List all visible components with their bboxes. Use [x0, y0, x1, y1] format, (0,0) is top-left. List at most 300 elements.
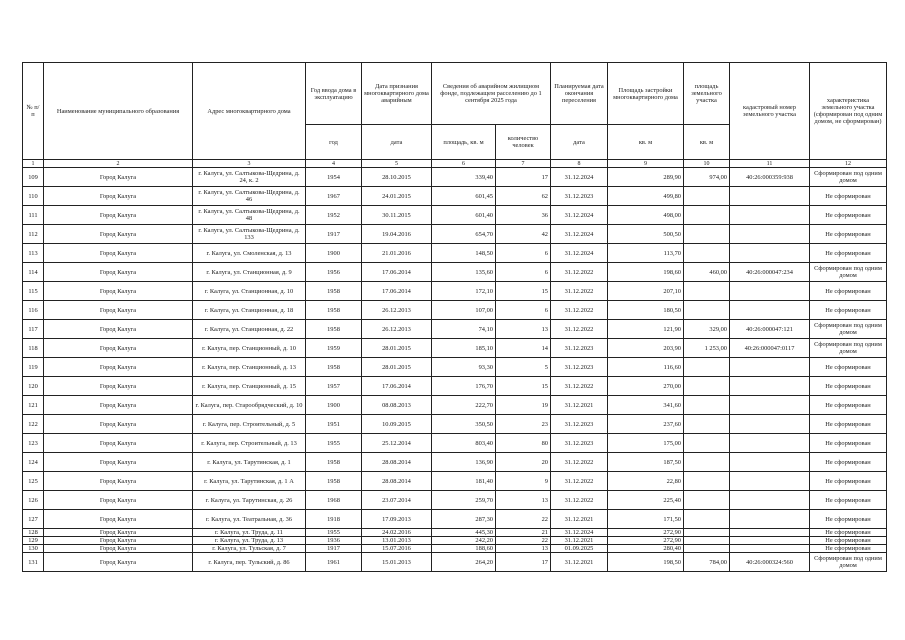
- building-area: 500,50: [608, 225, 684, 244]
- planned-date: 31.12.2023: [551, 358, 608, 377]
- cadastral-number: [730, 358, 810, 377]
- table-row: [23, 263, 887, 282]
- emergency-date: 28.08.2014: [362, 453, 432, 472]
- building-area: 203,90: [608, 339, 684, 358]
- land-characteristic: Сформирован под одним домом: [810, 320, 887, 339]
- municipality: Город Калуга: [44, 434, 193, 453]
- land-characteristic: Не сформирован: [810, 206, 887, 225]
- cadastral-number: 40:26:000359:938: [730, 168, 810, 187]
- land-characteristic: Не сформирован: [810, 545, 887, 553]
- land-area: [684, 206, 730, 225]
- cadastral-number: [730, 244, 810, 263]
- row-number: 125: [23, 472, 44, 491]
- cadastral-number: [730, 537, 810, 545]
- land-area: [684, 244, 730, 263]
- land-area: [684, 396, 730, 415]
- column-number: 12: [810, 160, 887, 168]
- header-year: Год ввода дома в эксплуатацию: [306, 63, 362, 125]
- build-year: 1958: [306, 472, 362, 491]
- build-year: 1917: [306, 545, 362, 553]
- table-row: [23, 206, 887, 225]
- table-row: [23, 358, 887, 377]
- building-area: 225,40: [608, 491, 684, 510]
- cadastral-number: [730, 301, 810, 320]
- area: 74,10: [432, 320, 496, 339]
- people-count: 9: [496, 472, 551, 491]
- emergency-date: 21.01.2016: [362, 244, 432, 263]
- building-area: 116,60: [608, 358, 684, 377]
- people-count: 15: [496, 282, 551, 301]
- row-number: 112: [23, 225, 44, 244]
- row-number: 116: [23, 301, 44, 320]
- land-area: [684, 282, 730, 301]
- land-area: [684, 415, 730, 434]
- area: 222,70: [432, 396, 496, 415]
- municipality: Город Калуга: [44, 491, 193, 510]
- table-row: [23, 396, 887, 415]
- planned-date: 31.12.2024: [551, 168, 608, 187]
- land-characteristic: Не сформирован: [810, 282, 887, 301]
- emergency-date: 26.12.2013: [362, 301, 432, 320]
- address: г. Калуга, пер. Станционный, д. 13: [193, 358, 306, 377]
- area: 176,70: [432, 377, 496, 396]
- cadastral-number: [730, 510, 810, 529]
- header-municipality: Наименование муниципального образования: [44, 63, 193, 160]
- planned-date: 31.12.2022: [551, 472, 608, 491]
- emergency-date: 23.07.2014: [362, 491, 432, 510]
- building-area: 180,50: [608, 301, 684, 320]
- municipality: Город Калуга: [44, 187, 193, 206]
- row-number: 110: [23, 187, 44, 206]
- municipality: Город Калуга: [44, 206, 193, 225]
- building-area: 175,00: [608, 434, 684, 453]
- column-number-row: [23, 160, 887, 168]
- address: г. Калуга, пер. Станционный, д. 15: [193, 377, 306, 396]
- land-characteristic: Не сформирован: [810, 434, 887, 453]
- header-number: № п/п: [23, 63, 44, 160]
- building-area: 207,10: [608, 282, 684, 301]
- people-count: 17: [496, 168, 551, 187]
- address: г. Калуга, пер. Строительный, д. 13: [193, 434, 306, 453]
- emergency-date: 28.01.2015: [362, 358, 432, 377]
- emergency-date: 19.04.2016: [362, 225, 432, 244]
- area: 803,40: [432, 434, 496, 453]
- area: 287,30: [432, 510, 496, 529]
- row-number: 111: [23, 206, 44, 225]
- address: г. Калуга, ул. Станционная, д. 9: [193, 263, 306, 282]
- build-year: 1954: [306, 168, 362, 187]
- table-row: [23, 472, 887, 491]
- building-area: 121,90: [608, 320, 684, 339]
- building-area: 498,00: [608, 206, 684, 225]
- table-row: [23, 282, 887, 301]
- cadastral-number: [730, 415, 810, 434]
- planned-date: 31.12.2023: [551, 339, 608, 358]
- planned-date: 31.12.2021: [551, 537, 608, 545]
- area: 242,20: [432, 537, 496, 545]
- table-row: [23, 225, 887, 244]
- area: 148,50: [432, 244, 496, 263]
- table-row: [23, 415, 887, 434]
- area: 445,30: [432, 529, 496, 537]
- municipality: Город Калуга: [44, 244, 193, 263]
- people-count: 80: [496, 434, 551, 453]
- building-area: 198,50: [608, 553, 684, 572]
- land-area: [684, 358, 730, 377]
- table-row: [23, 510, 887, 529]
- address: г. Калуга, ул. Станционная, д. 22: [193, 320, 306, 339]
- land-area: [684, 225, 730, 244]
- municipality: Город Калуга: [44, 358, 193, 377]
- table-row: [23, 453, 887, 472]
- column-number: 3: [193, 160, 306, 168]
- land-characteristic: Не сформирован: [810, 301, 887, 320]
- planned-date: 31.12.2021: [551, 396, 608, 415]
- people-count: 13: [496, 320, 551, 339]
- row-number: 124: [23, 453, 44, 472]
- table-row: [23, 168, 887, 187]
- emergency-date: 28.10.2015: [362, 168, 432, 187]
- subheader-date: дата: [362, 125, 432, 160]
- row-number: 109: [23, 168, 44, 187]
- address: г. Калуга, ул. Салтыкова-Щедрина, д. 24, к. 2: [193, 168, 306, 187]
- land-characteristic: Не сформирован: [810, 510, 887, 529]
- municipality: Город Калуга: [44, 263, 193, 282]
- land-area: [684, 301, 730, 320]
- header-address: Адрес многоквартирного дома: [193, 63, 306, 160]
- build-year: 1967: [306, 187, 362, 206]
- building-area: 341,60: [608, 396, 684, 415]
- land-area: [684, 472, 730, 491]
- row-number: 121: [23, 396, 44, 415]
- subheader-land-sqm: кв. м: [684, 125, 730, 160]
- people-count: 42: [496, 225, 551, 244]
- column-number: 5: [362, 160, 432, 168]
- build-year: 1956: [306, 263, 362, 282]
- building-area: 113,70: [608, 244, 684, 263]
- row-number: 118: [23, 339, 44, 358]
- cadastral-number: 40:26:000047:234: [730, 263, 810, 282]
- cadastral-number: [730, 545, 810, 553]
- land-area: [684, 434, 730, 453]
- address: г. Калуга, пер. Станционный, д. 10: [193, 339, 306, 358]
- planned-date: 31.12.2024: [551, 244, 608, 263]
- building-area: 499,80: [608, 187, 684, 206]
- build-year: 1918: [306, 510, 362, 529]
- people-count: 5: [496, 358, 551, 377]
- municipality: Город Калуга: [44, 537, 193, 545]
- cadastral-number: [730, 206, 810, 225]
- area: 259,70: [432, 491, 496, 510]
- area: 185,10: [432, 339, 496, 358]
- planned-date: 31.12.2021: [551, 553, 608, 572]
- people-count: 20: [496, 453, 551, 472]
- land-area: 329,00: [684, 320, 730, 339]
- column-number: 7: [496, 160, 551, 168]
- address: г. Калуга, ул. Труда, д. 13: [193, 537, 306, 545]
- emergency-date: 26.12.2013: [362, 320, 432, 339]
- area: 601,40: [432, 206, 496, 225]
- people-count: 22: [496, 537, 551, 545]
- address: г. Калуга, пер. Строительный, д. 5: [193, 415, 306, 434]
- area: 172,10: [432, 282, 496, 301]
- municipality: Город Калуга: [44, 510, 193, 529]
- land-area: [684, 377, 730, 396]
- planned-date: 31.12.2022: [551, 282, 608, 301]
- cadastral-number: [730, 225, 810, 244]
- address: г. Калуга, ул. Станционная, д. 18: [193, 301, 306, 320]
- land-area: [684, 491, 730, 510]
- table-row: [23, 339, 887, 358]
- address: г. Калуга, ул. Салтыкова-Щедрина, д. 133: [193, 225, 306, 244]
- column-number: 1: [23, 160, 44, 168]
- building-area: 289,90: [608, 168, 684, 187]
- building-area: 171,50: [608, 510, 684, 529]
- subheader-year: год: [306, 125, 362, 160]
- building-area: 198,60: [608, 263, 684, 282]
- cadastral-number: [730, 472, 810, 491]
- municipality: Город Калуга: [44, 320, 193, 339]
- cadastral-number: 40:26:000047:0117: [730, 339, 810, 358]
- emergency-date: 17.06.2014: [362, 263, 432, 282]
- planned-date: 31.12.2023: [551, 434, 608, 453]
- column-number: 6: [432, 160, 496, 168]
- land-area: [684, 187, 730, 206]
- building-area: 22,80: [608, 472, 684, 491]
- address: г. Калуга, ул. Труда, д. 11: [193, 529, 306, 537]
- emergency-date: 13.01.2013: [362, 537, 432, 545]
- area: 339,40: [432, 168, 496, 187]
- address: г. Калуга, ул. Театральная, д. 36: [193, 510, 306, 529]
- build-year: 1958: [306, 453, 362, 472]
- build-year: 1959: [306, 339, 362, 358]
- row-number: 119: [23, 358, 44, 377]
- row-number: 122: [23, 415, 44, 434]
- people-count: 6: [496, 244, 551, 263]
- area: 107,00: [432, 301, 496, 320]
- cadastral-number: [730, 396, 810, 415]
- people-count: 13: [496, 545, 551, 553]
- land-characteristic: Не сформирован: [810, 472, 887, 491]
- emergency-date: 25.12.2014: [362, 434, 432, 453]
- land-characteristic: Сформирован под одним домом: [810, 263, 887, 282]
- municipality: Город Калуга: [44, 339, 193, 358]
- planned-date: 31.12.2022: [551, 263, 608, 282]
- address: г. Калуга, пер. Тульский, д. 86: [193, 553, 306, 572]
- land-area: 784,00: [684, 553, 730, 572]
- emergency-date: 17.09.2013: [362, 510, 432, 529]
- build-year: 1900: [306, 396, 362, 415]
- table-row: [23, 301, 887, 320]
- row-number: 131: [23, 553, 44, 572]
- planned-date: 31.12.2022: [551, 320, 608, 339]
- emergency-date: 30.11.2015: [362, 206, 432, 225]
- table-row: [23, 377, 887, 396]
- row-number: 127: [23, 510, 44, 529]
- area: 601,45: [432, 187, 496, 206]
- people-count: 15: [496, 377, 551, 396]
- municipality: Город Калуга: [44, 282, 193, 301]
- build-year: 1958: [306, 358, 362, 377]
- emergency-date: 10.09.2015: [362, 415, 432, 434]
- municipality: Город Калуга: [44, 396, 193, 415]
- header-cadastral-number: кадастровый номер земельного участка: [730, 63, 810, 160]
- row-number: 117: [23, 320, 44, 339]
- address: г. Калуга, ул. Станционная, д. 10: [193, 282, 306, 301]
- address: г. Калуга, ул. Смоленская, д. 13: [193, 244, 306, 263]
- column-number: 8: [551, 160, 608, 168]
- people-count: 6: [496, 263, 551, 282]
- emergency-date: 17.06.2014: [362, 377, 432, 396]
- land-area: [684, 529, 730, 537]
- land-characteristic: Не сформирован: [810, 529, 887, 537]
- table-row: [23, 187, 887, 206]
- row-number: 128: [23, 529, 44, 537]
- area: 264,20: [432, 553, 496, 572]
- emergency-date: 28.08.2014: [362, 472, 432, 491]
- land-characteristic: Не сформирован: [810, 537, 887, 545]
- build-year: 1957: [306, 377, 362, 396]
- table-row: [23, 434, 887, 453]
- build-year: 1951: [306, 415, 362, 434]
- build-year: 1961: [306, 553, 362, 572]
- header-emergency-info: Сведения об аварийном жилищном фонде, подлежащем расселению до 1 сентября 2025 года: [432, 63, 551, 125]
- header-planned-date: Планируемая дата окончания переселения: [551, 63, 608, 125]
- column-number: 9: [608, 160, 684, 168]
- address: г. Калуга, ул. Тарутинская, д. 1: [193, 453, 306, 472]
- area: 135,60: [432, 263, 496, 282]
- build-year: 1958: [306, 320, 362, 339]
- people-count: 17: [496, 553, 551, 572]
- planned-date: 31.12.2021: [551, 510, 608, 529]
- building-area: 187,50: [608, 453, 684, 472]
- building-area: 280,40: [608, 545, 684, 553]
- land-characteristic: Сформирован под одним домом: [810, 553, 887, 572]
- land-characteristic: Не сформирован: [810, 358, 887, 377]
- land-area: [684, 453, 730, 472]
- people-count: 62: [496, 187, 551, 206]
- address: г. Калуга, ул. Тарутинская, д. 26: [193, 491, 306, 510]
- row-number: 120: [23, 377, 44, 396]
- build-year: 1900: [306, 244, 362, 263]
- municipality: Город Калуга: [44, 545, 193, 553]
- table-row: [23, 320, 887, 339]
- subheader-building-sqm: кв. м: [608, 125, 684, 160]
- emergency-date: 08.08.2013: [362, 396, 432, 415]
- people-count: 36: [496, 206, 551, 225]
- building-area: 272,90: [608, 537, 684, 545]
- planned-date: 31.12.2022: [551, 453, 608, 472]
- land-characteristic: Не сформирован: [810, 491, 887, 510]
- people-count: 22: [496, 510, 551, 529]
- municipality: Город Калуга: [44, 225, 193, 244]
- header-land-characteristic: характеристика земельного участка (сформирован под одним домом, не сформирован): [810, 63, 887, 160]
- build-year: 1958: [306, 301, 362, 320]
- land-characteristic: Не сформирован: [810, 453, 887, 472]
- planned-date: 31.12.2022: [551, 301, 608, 320]
- table-row: [23, 545, 887, 553]
- row-number: 126: [23, 491, 44, 510]
- cadastral-number: [730, 491, 810, 510]
- table-row: [23, 529, 887, 537]
- building-area: 237,60: [608, 415, 684, 434]
- column-number: 11: [730, 160, 810, 168]
- row-number: 114: [23, 263, 44, 282]
- municipality: Город Калуга: [44, 472, 193, 491]
- row-number: 123: [23, 434, 44, 453]
- planned-date: 31.12.2024: [551, 225, 608, 244]
- land-characteristic: Не сформирован: [810, 225, 887, 244]
- building-area: 270,00: [608, 377, 684, 396]
- land-characteristic: Не сформирован: [810, 377, 887, 396]
- land-characteristic: Не сформирован: [810, 244, 887, 263]
- area: 136,90: [432, 453, 496, 472]
- land-characteristic: Не сформирован: [810, 187, 887, 206]
- planned-date: 31.12.2023: [551, 187, 608, 206]
- land-area: [684, 510, 730, 529]
- land-area: [684, 545, 730, 553]
- emergency-date: 28.01.2015: [362, 339, 432, 358]
- land-characteristic: Не сформирован: [810, 415, 887, 434]
- cadastral-number: [730, 529, 810, 537]
- address: г. Калуга, ул. Салтыкова-Щедрина, д. 48: [193, 206, 306, 225]
- address: г. Калуга, ул. Салтыкова-Щедрина, д. 46: [193, 187, 306, 206]
- subheader-planned-date: дата: [551, 125, 608, 160]
- subheader-people: количество человек: [496, 125, 551, 160]
- address: г. Калуга, ул. Тульская, д. 7: [193, 545, 306, 553]
- municipality: Город Калуга: [44, 377, 193, 396]
- people-count: 19: [496, 396, 551, 415]
- emergency-date: 15.01.2013: [362, 553, 432, 572]
- land-characteristic: Не сформирован: [810, 396, 887, 415]
- emergency-housing-table: [22, 62, 887, 572]
- cadastral-number: [730, 282, 810, 301]
- column-number: 2: [44, 160, 193, 168]
- table-body: [23, 168, 887, 572]
- area: 188,60: [432, 545, 496, 553]
- planned-date: 31.12.2024: [551, 529, 608, 537]
- people-count: 13: [496, 491, 551, 510]
- municipality: Город Калуга: [44, 529, 193, 537]
- build-year: 1936: [306, 537, 362, 545]
- table-row: [23, 537, 887, 545]
- municipality: Город Калуга: [44, 301, 193, 320]
- header-land-area: площадь земельного участка: [684, 63, 730, 125]
- cadastral-number: 40:26:000324:560: [730, 553, 810, 572]
- build-year: 1958: [306, 282, 362, 301]
- table-row: [23, 491, 887, 510]
- build-year: 1968: [306, 491, 362, 510]
- emergency-date: 17.06.2014: [362, 282, 432, 301]
- emergency-date: 15.07.2016: [362, 545, 432, 553]
- cadastral-number: [730, 453, 810, 472]
- planned-date: 31.12.2024: [551, 206, 608, 225]
- header-emergency-date: Дата признания многоквартирного дома аварийным: [362, 63, 432, 125]
- area: 654,70: [432, 225, 496, 244]
- row-number: 130: [23, 545, 44, 553]
- people-count: 14: [496, 339, 551, 358]
- subheader-area: площадь, кв. м: [432, 125, 496, 160]
- land-area: 460,00: [684, 263, 730, 282]
- header-building-area: Площадь застройки многоквартирного дома: [608, 63, 684, 125]
- land-area: 974,00: [684, 168, 730, 187]
- row-number: 113: [23, 244, 44, 263]
- municipality: Город Калуга: [44, 553, 193, 572]
- planned-date: 01.09.2025: [551, 545, 608, 553]
- land-characteristic: Сформирован под одним домом: [810, 168, 887, 187]
- area: 93,30: [432, 358, 496, 377]
- municipality: Город Калуга: [44, 168, 193, 187]
